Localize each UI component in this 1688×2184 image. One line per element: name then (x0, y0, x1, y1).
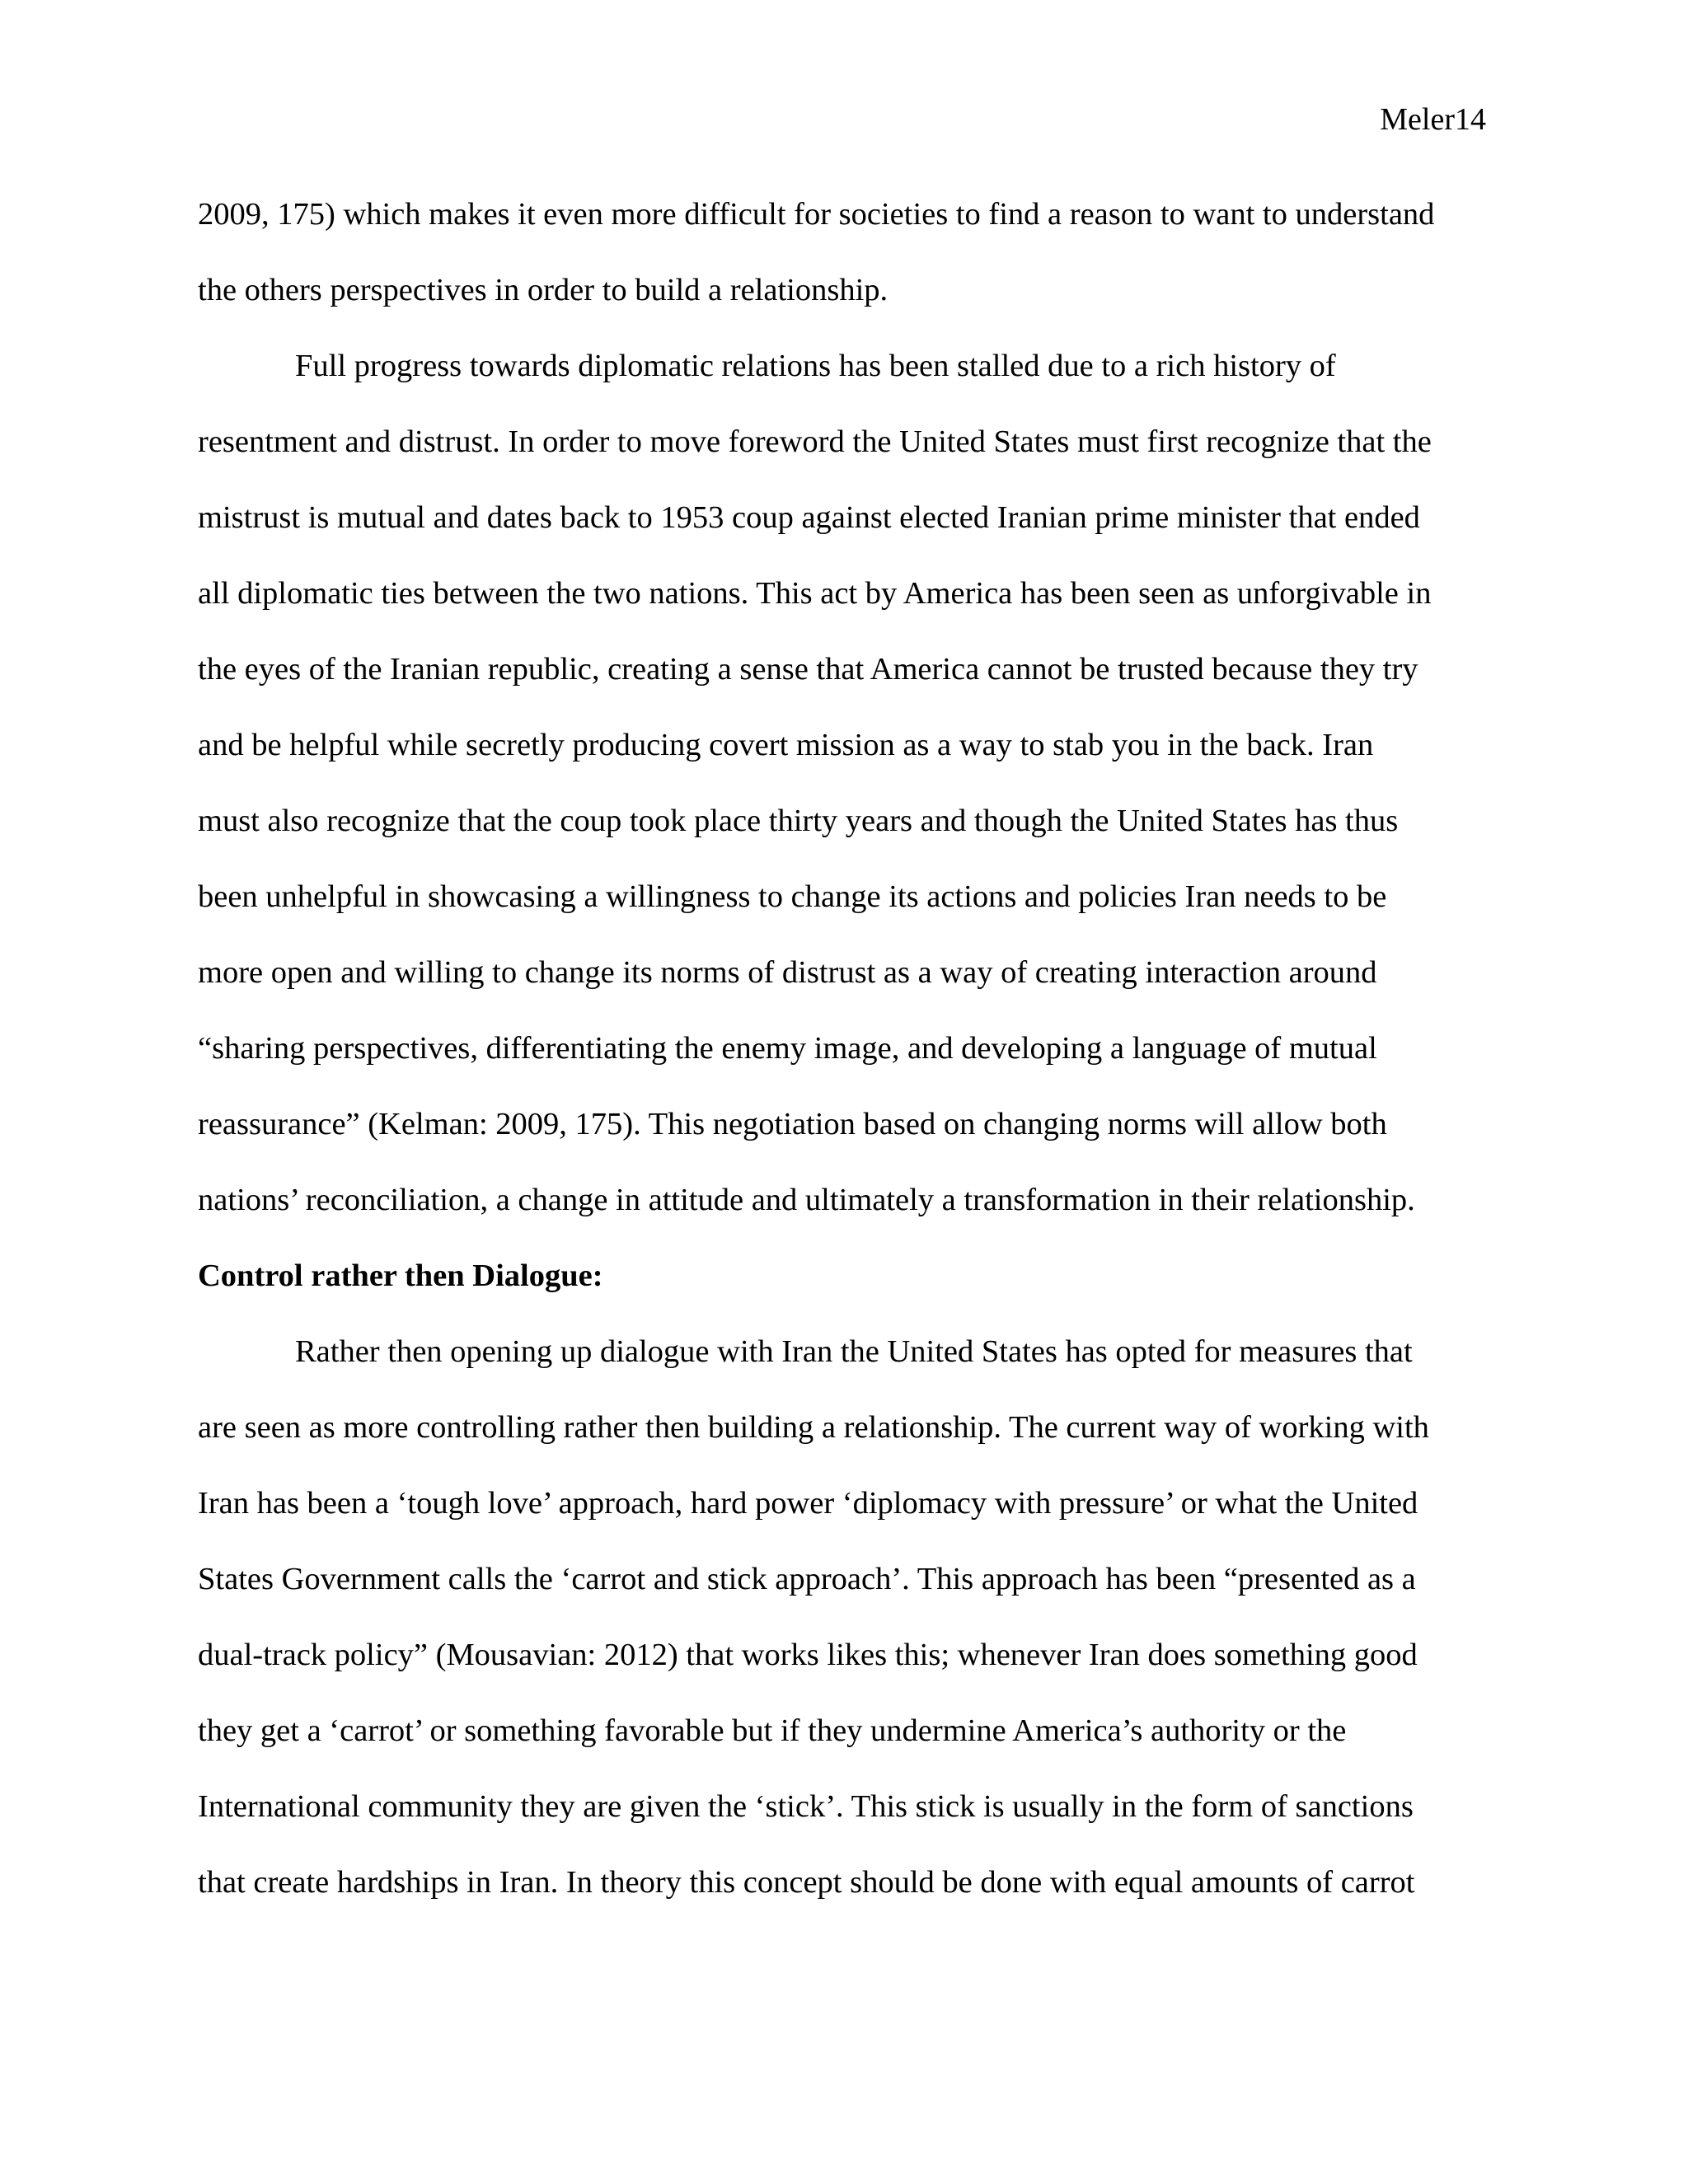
paragraph-first-line: Rather then opening up dialogue with Iran the United States has opted for measures that (295, 1334, 1413, 1369)
document-body (198, 194, 1492, 1938)
body-line: reassurance” (Kelman: 2009, 175). This negotiation based on changing norms will allow both (198, 1107, 1387, 1141)
body-line: Iran has been a ‘tough love’ approach, hard power ‘diplomacy with pressure’ or what the United (198, 1486, 1418, 1521)
body-line: they get a ‘carrot’ or something favorable but if they undermine America’s authority or the (198, 1713, 1347, 1748)
body-line: that create hardships in Iran. In theory this concept should be done with equal amounts of carrot (198, 1865, 1415, 1900)
body-line: resentment and distrust. In order to move foreword the United States must first recognize that the (198, 424, 1432, 459)
page-header-running-head: Meler14 (1380, 102, 1486, 137)
body-line: International community they are given the ‘stick’. This stick is usually in the form of sanctions (198, 1789, 1414, 1824)
body-line: “sharing perspectives, differentiating the enemy image, and developing a language of mutual (198, 1031, 1377, 1066)
paragraph-first-line: Full progress towards diplomatic relations has been stalled due to a rich history of (295, 349, 1336, 383)
body-line: all diplomatic ties between the two nations. This act by America has been seen as unforgivable in (198, 576, 1432, 611)
body-line: been unhelpful in showcasing a willingness to change its actions and policies Iran needs to be (198, 879, 1387, 914)
body-line: are seen as more controlling rather then building a relationship. The current way of working with (198, 1410, 1429, 1445)
body-line: the others perspectives in order to build a relationship. (198, 273, 889, 307)
body-line: States Government calls the ‘carrot and stick approach’. This approach has been “presented as a (198, 1562, 1416, 1596)
body-line: dual-track policy” (Mousavian: 2012) that works likes this; whenever Iran does something good (198, 1638, 1418, 1672)
body-line: more open and willing to change its norms of distrust as a way of creating interaction around (198, 955, 1377, 990)
body-line: mistrust is mutual and dates back to 1953 coup against elected Iranian prime minister that ended (198, 500, 1420, 535)
section-heading: Control rather then Dialogue: (198, 1258, 603, 1293)
body-line: and be helpful while secretly producing covert mission as a way to stab you in the back. Iran (198, 728, 1374, 762)
body-line: nations’ reconciliation, a change in attitude and ultimately a transformation in their relationship. (198, 1183, 1415, 1217)
body-line: must also recognize that the coup took place thirty years and though the United States has thus (198, 804, 1399, 838)
body-line: the eyes of the Iranian republic, creating a sense that America cannot be trusted because they try (198, 652, 1418, 687)
body-line: 2009, 175) which makes it even more difficult for societies to find a reason to want to understand (198, 197, 1435, 232)
